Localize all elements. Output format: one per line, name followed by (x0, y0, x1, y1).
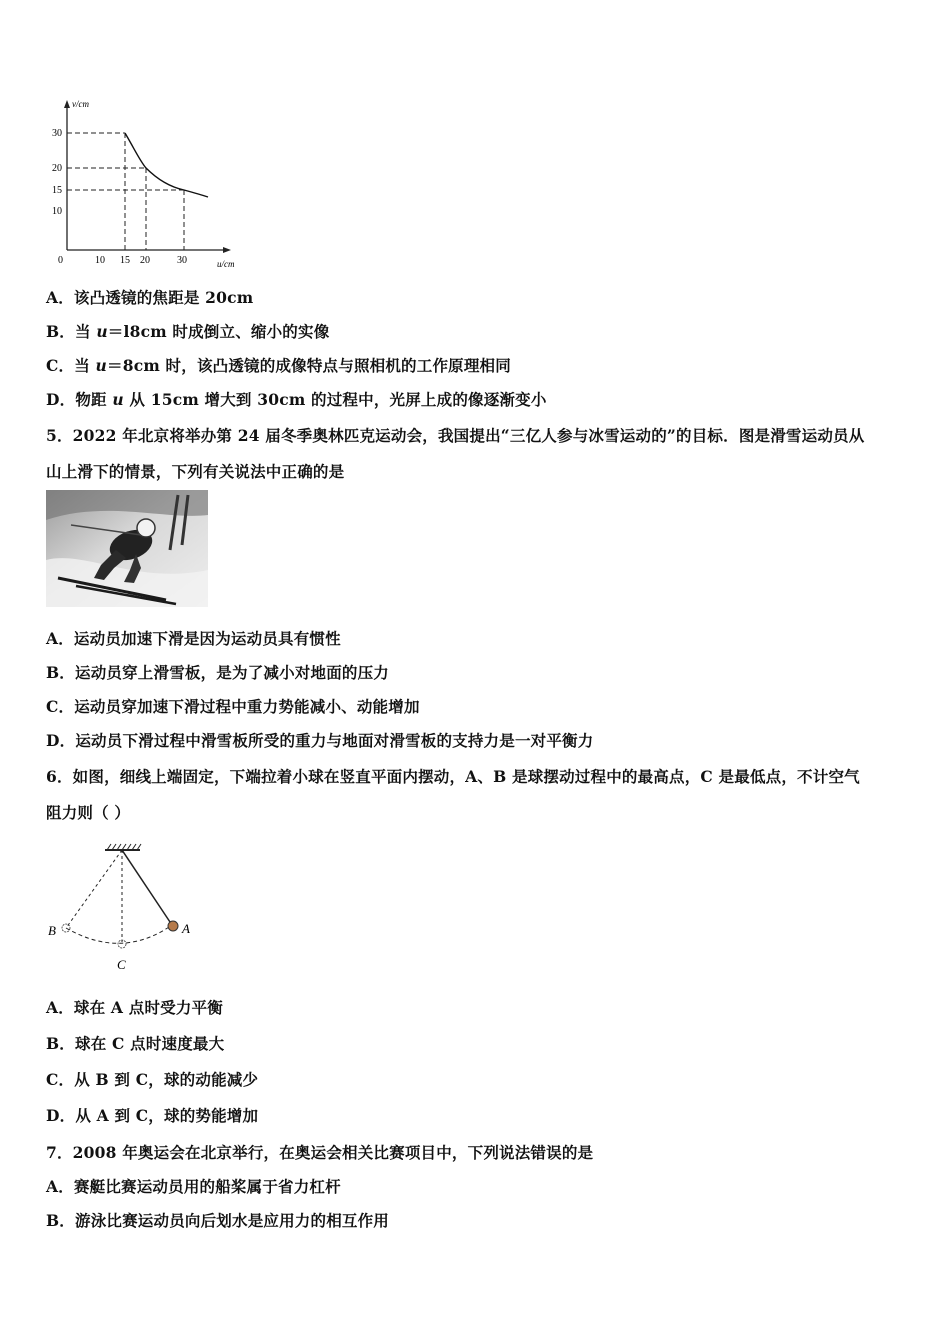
q6-option-c: C．从 B 到 C，球的动能减少 (46, 1070, 259, 1089)
y-tick-15: 15 (52, 185, 62, 196)
q5-stem-line2: 山上滑下的情景，下列有关说法中正确的是 (46, 462, 345, 481)
q4-option-b: B．当 u＝l8cm 时成倒立、缩小的实像 (46, 322, 330, 341)
x-tick-30: 30 (177, 255, 187, 266)
x-tick-20: 20 (140, 255, 150, 266)
q4-option-d: D．物距 u 从 15cm 增大到 30cm 的过程中，光屏上成的像逐渐变小 (46, 390, 547, 409)
q5-option-d: D．运动员下滑过程中滑雪板所受的重力与地面对滑雪板的支持力是一对平衡力 (46, 731, 594, 750)
y-axis-label: v/cm (72, 99, 89, 109)
y-tick-30: 30 (52, 128, 62, 139)
lens-graph (40, 95, 250, 270)
image-distance-curve (125, 133, 208, 197)
string-to-a (122, 850, 172, 925)
q6-option-d: D．从 A 到 C，球的势能增加 (46, 1106, 259, 1125)
x-axis-arrow (223, 247, 231, 253)
y-tick-10: 10 (52, 206, 62, 217)
q5-option-c: C．运动员穿加速下滑过程中重力势能减小、动能增加 (46, 697, 420, 716)
origin-label: 0 (58, 255, 63, 266)
q6-option-a: A．球在 A 点时受力平衡 (46, 998, 223, 1017)
q6-option-b: B．球在 C 点时速度最大 (46, 1034, 225, 1053)
q7-option-b: B．游泳比赛运动员向后划水是应用力的相互作用 (46, 1211, 390, 1230)
y-axis-arrow (64, 100, 70, 108)
x-tick-15: 15 (120, 255, 130, 266)
q6-stem-line2: 阻力则（ ） (46, 803, 131, 822)
q5-stem-line1: 5．2022 年北京将举办第 24 届冬季奥林匹克运动会，我国提出“三亿人参与冰雪运动的”的目标．图是滑雪运动员从 (46, 426, 865, 445)
label-c: C (117, 957, 126, 972)
skier-photo (46, 490, 208, 607)
q4-option-a: A．该凸透镜的焦距是 20cm (46, 288, 254, 307)
pendulum-diagram (40, 838, 210, 978)
swing-arc (66, 925, 172, 943)
q5-option-b: B．运动员穿上滑雪板，是为了减小对地面的压力 (46, 663, 390, 682)
q4-option-c: C．当 u＝8cm 时，该凸透镜的成像特点与照相机的工作原理相同 (46, 356, 511, 375)
x-axis-label: u/cm (217, 259, 235, 269)
string-to-b (66, 850, 122, 928)
label-b: B (48, 923, 56, 938)
x-tick-10: 10 (95, 255, 105, 266)
q5-option-a: A．运动员加速下滑是因为运动员具有惯性 (46, 629, 341, 648)
q6-stem-line1: 6．如图，细线上端固定，下端拉着小球在竖直平面内摆动，A、B 是球摆动过程中的最高点，C 是最低点，不计空气 (46, 767, 860, 786)
label-a: A (182, 921, 190, 936)
q7-stem: 7．2008 年奥运会在北京举行，在奥运会相关比赛项目中，下列说法错误的是 (46, 1143, 594, 1162)
ball-a (168, 921, 178, 931)
q7-option-a: A．赛艇比赛运动员用的船桨属于省力杠杆 (46, 1177, 341, 1196)
y-tick-20: 20 (52, 163, 62, 174)
